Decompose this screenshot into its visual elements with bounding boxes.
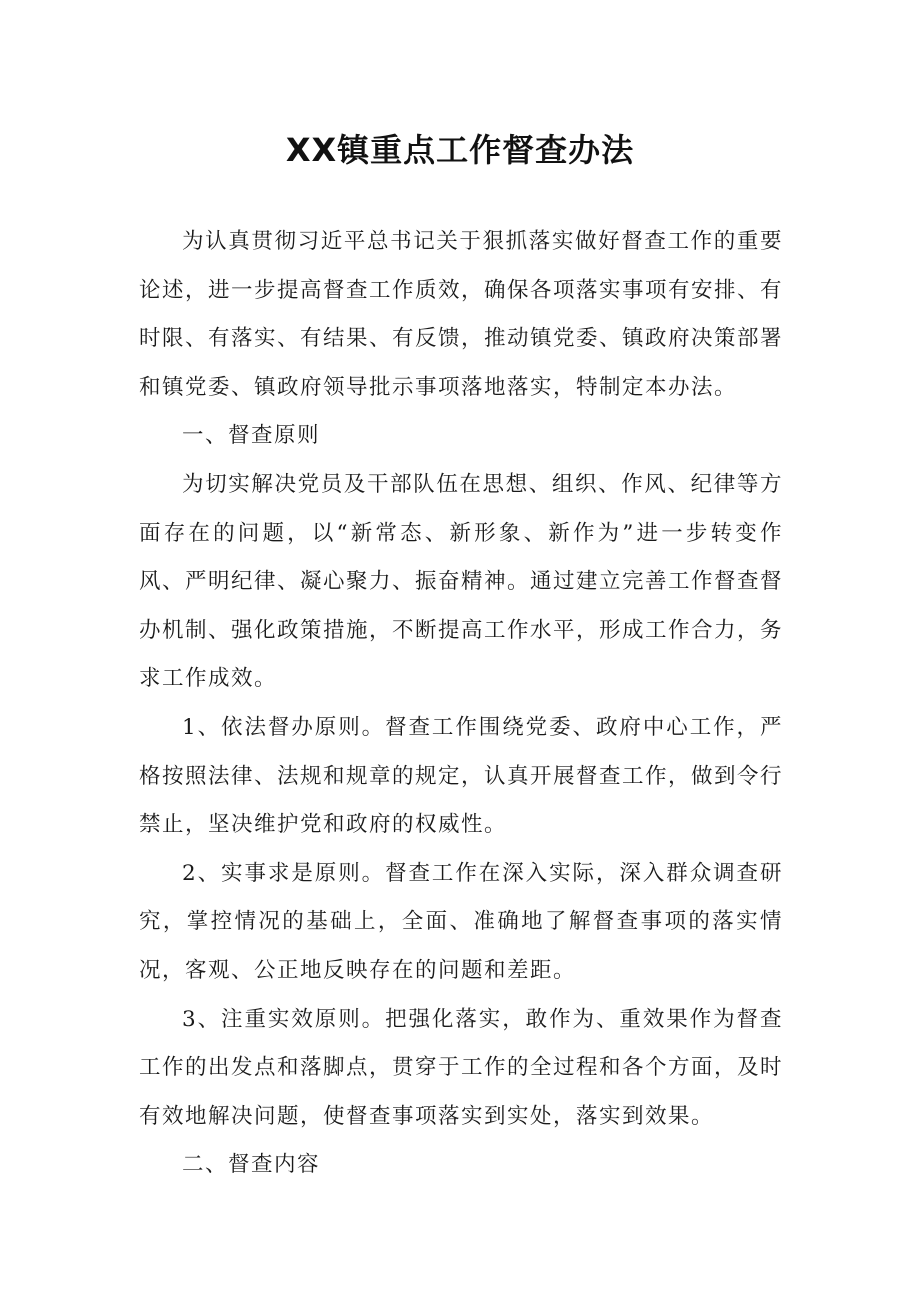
document-title: XX镇重点工作督查办法 xyxy=(285,131,635,169)
paragraph-principles-intro: 为切实解决党员及干部队伍在思想、组织、作风、纪律等方面存在的问题，以“新常态、新形象、新作为”进一步转变作风、严明纪律、凝心聚力、振奋精神。通过建立完善工作督查督办机制、强化政策措施，不断提高工作水平，形成工作合力，务求工作成效。 xyxy=(139,471,784,692)
paragraph-principle-3: 3、注重实效原则。把强化落实，敢作为、重效果作为督查工作的出发点和落脚点，贯穿于工作的全过程和各个方面，及时有效地解决问题，使督查事项落实到实处，落实到效果。 xyxy=(139,1006,784,1129)
section-heading-principles: 一、督查原则 xyxy=(182,423,321,449)
paragraph-principle-2: 2、实事求是原则。督查工作在深入实际，深入群众调查研究，掌控情况的基础上，全面、准确地了解督查事项的落实情况，客观、公正地反映存在的问题和差距。 xyxy=(139,860,783,983)
section-heading-content: 二、督查内容 xyxy=(182,1152,321,1178)
document-body xyxy=(139,218,783,1190)
paragraph-principle-1: 1、依法督办原则。督查工作围绕党委、政府中心工作，严格按照法律、法规和规章的规定，认真开展督查工作，做到令行禁止，坚决维护党和政府的权威性。 xyxy=(139,714,784,838)
paragraph-intro: 为认真贯彻习近平总书记关于狠抓落实做好督查工作的重要论述，进一步提高督查工作质效，确保各项落实事项有安排、有时限、有落实、有结果、有反馈，推动镇党委、镇政府决策部署和镇党委、镇政府领导批示事项落地落实，特制定本办法。 xyxy=(139,229,784,400)
